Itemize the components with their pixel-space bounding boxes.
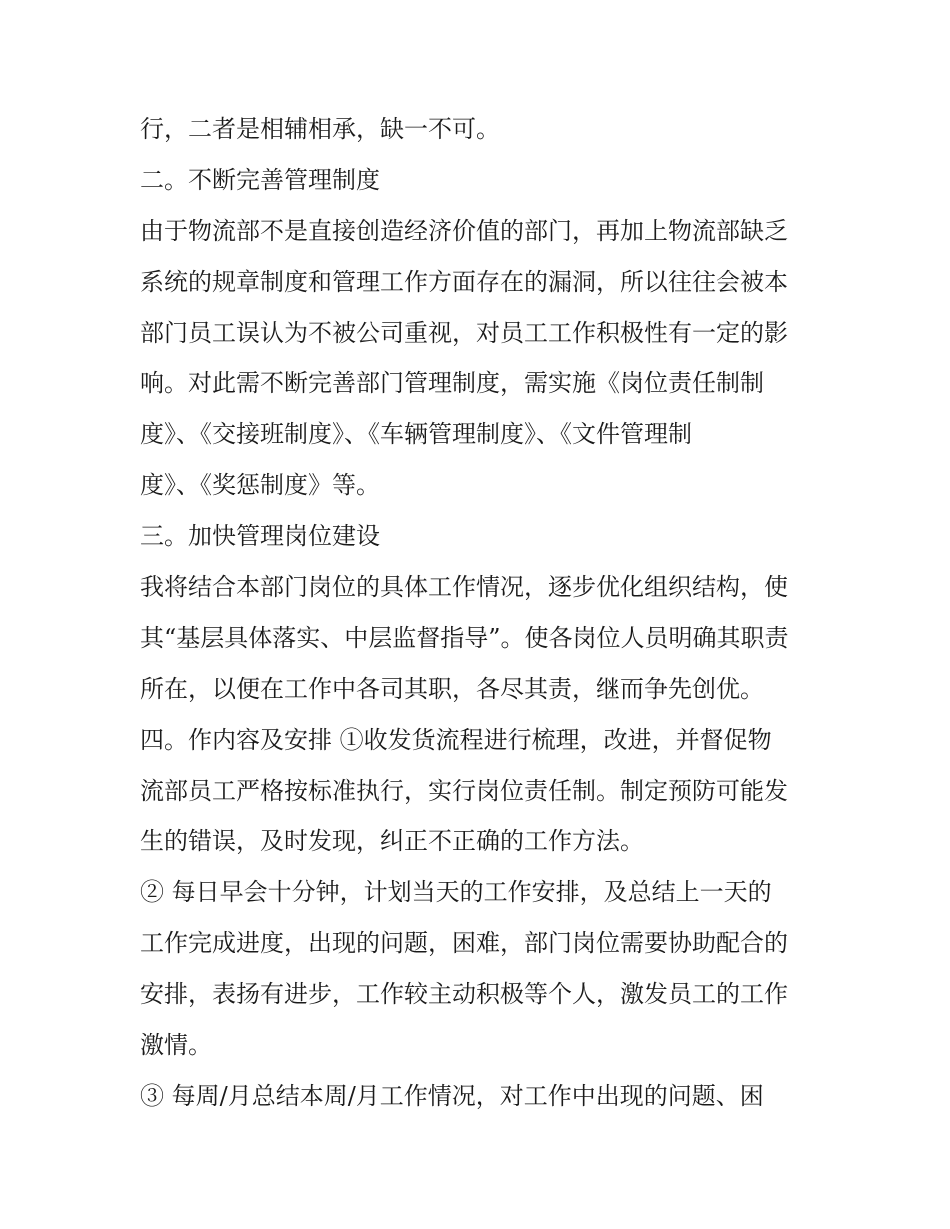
- text-line: 工作完成进度，出现的问题，困难，部门岗位需要协助配合的: [140, 929, 788, 958]
- section-heading-3: 三。加快管理岗位建设: [140, 522, 380, 551]
- text-line: 其“基层具体落实、中层监督指导”。使各岗位人员明确其职责: [140, 623, 789, 652]
- text-line: 部门员工误认为不被公司重视，对员工工作积极性有一定的影: [140, 318, 788, 347]
- text-line: 行，二者是相辅相承，缺一不可。: [140, 115, 500, 143]
- text-line: 我将结合本部门岗位的具体工作情况，逐步优化组织结构，使: [140, 573, 788, 602]
- text-line: 流部员工严格按标准执行，实行岗位责任制。制定预防可能发: [140, 776, 788, 805]
- text-line: 度》、《奖惩制度》等。: [140, 471, 380, 500]
- text-line: 由于物流部不是直接创造经济价值的部门，再加上物流部缺乏: [140, 216, 788, 245]
- text-line: 响。对此需不断完善部门管理制度，需实施《岗位责任制制: [140, 369, 764, 398]
- list-item-2: ② 每日早会十分钟，计划当天的工作安排，及总结上一天的: [140, 878, 772, 907]
- text-line: 度》、《交接班制度》、《车辆管理制度》、《文件管理制: [140, 420, 692, 449]
- section-heading-4: 四。作内容及安排 ①收发货流程进行梳理，改进，并督促物: [140, 725, 772, 754]
- list-item-3: ③ 每周/月总结本周/月工作情况，对工作中出现的问题、困: [140, 1081, 764, 1110]
- text-line: 系统的规章制度和管理工作方面存在的漏洞，所以往往会被本: [140, 267, 788, 296]
- text-line: 激情。: [140, 1031, 212, 1060]
- text-line: 安排，表扬有进步，工作较主动积极等个人，激发员工的工作: [140, 980, 788, 1009]
- section-heading-2: 二。不断完善管理制度: [140, 165, 380, 194]
- text-line: 所在，以便在工作中各司其职，各尽其责，继而争先创优。: [140, 674, 764, 703]
- text-line: 生的错误，及时发现，纠正不正确的工作方法。: [140, 827, 644, 856]
- document-body: [140, 104, 820, 1122]
